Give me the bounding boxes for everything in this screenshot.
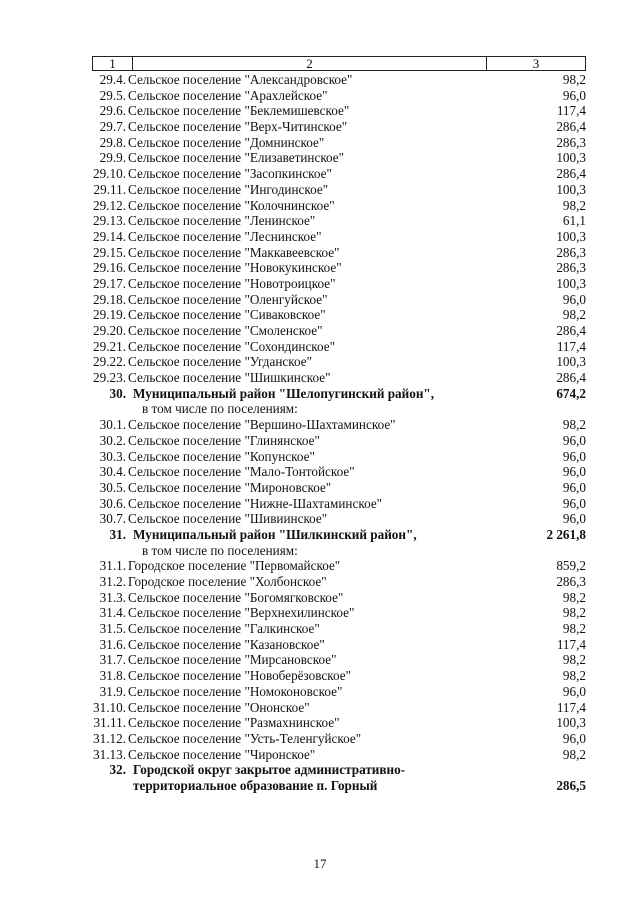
row-name: Сельское поселение "Маккавеевское": [128, 244, 340, 260]
row-value: 96,0: [562, 464, 586, 480]
row-number: 31.11.: [93, 715, 126, 731]
row-name: Сельское поселение "Копунское": [128, 448, 315, 464]
row-name: Муниципальный район "Шелопугинский район",: [133, 385, 435, 401]
row-name: Сельское поселение "Александровское": [128, 72, 353, 87]
column-header-1: 1: [93, 57, 133, 70]
row-name: Сельское поселение "Мало-Тонтойское": [128, 464, 355, 480]
row-name: Сельское поселение "Вершино-Шахтаминское": [128, 417, 396, 433]
table-row: [0, 590, 640, 606]
row-name: Сельское поселение "Чиронское": [128, 746, 316, 762]
row-name: Сельское поселение "Номоконовское": [128, 683, 343, 699]
row-name: Сельское поселение "Елизаветинское": [128, 150, 345, 166]
row-name: Городской округ закрытое административно-: [133, 762, 406, 778]
table-row: [0, 88, 640, 104]
row-number: 29.8.: [99, 134, 126, 150]
row-number: 29.7.: [99, 119, 126, 135]
row-value: 286,4: [556, 370, 586, 386]
row-value: 96,0: [562, 511, 586, 527]
column-header-3: 3: [532, 56, 540, 71]
row-number: 29.18.: [93, 291, 126, 307]
row-value: 100,3: [556, 181, 586, 197]
row-number: 29.22.: [93, 354, 126, 370]
table-row: [0, 464, 640, 480]
row-number: 30.5.: [99, 479, 126, 495]
row-name: Сельское поселение "Ингодинское": [128, 181, 329, 197]
table-row: [0, 605, 640, 621]
table-row: [0, 213, 640, 229]
row-name: в том числе по поселениям:: [142, 401, 298, 417]
table-row: [0, 574, 640, 590]
row-value: 96,0: [562, 479, 586, 495]
row-value: 98,2: [562, 307, 586, 323]
table-row: [0, 276, 640, 292]
row-name: Сельское поселение "Сиваковское": [128, 307, 326, 323]
row-value: 96,0: [562, 291, 586, 307]
row-number: 29.10.: [93, 166, 126, 182]
row-name: Сельское поселение "Новокукинское": [128, 260, 342, 276]
row-value: 100,3: [556, 354, 586, 370]
row-value: 286,5: [556, 777, 586, 793]
row-number: 31.7.: [99, 652, 126, 668]
row-number: 31.6.: [99, 636, 126, 652]
row-value: 96,0: [562, 432, 586, 448]
row-value: 674,2: [556, 385, 586, 401]
row-name: Сельское поселение "Шишкинское": [128, 370, 331, 386]
row-number: 30.1.: [99, 417, 126, 433]
row-value: 117,4: [556, 103, 586, 119]
row-number: 31.13.: [93, 746, 126, 762]
row-number: 29.9.: [99, 150, 126, 166]
table-row: [0, 417, 640, 433]
row-number: 30.7.: [99, 511, 126, 527]
row-number: 29.21.: [93, 338, 126, 354]
row-name: Сельское поселение "Леснинское": [128, 228, 322, 244]
row-name: Сельское поселение "Нижне-Шахтаминское": [128, 495, 383, 511]
table-row: [0, 433, 640, 449]
row-number: 31.8.: [99, 668, 126, 684]
row-number: 29.17.: [93, 275, 126, 291]
row-name: Сельское поселение "Размахнинское": [128, 715, 340, 731]
row-name: Муниципальный район "Шилкинский район",: [133, 526, 417, 542]
row-value: 98,2: [562, 197, 586, 213]
row-value: 98,2: [562, 746, 586, 762]
row-name: Сельское поселение "Угданское": [128, 354, 312, 370]
row-value: 286,3: [556, 574, 586, 589]
row-value: 98,2: [562, 589, 586, 605]
row-name: Сельское поселение "Сохондинское": [128, 338, 336, 354]
row-number: 30.3.: [99, 448, 126, 464]
table-row: [0, 480, 640, 496]
table-row: [0, 637, 640, 653]
table-row: [0, 401, 640, 417]
row-name: Городское поселение "Первомайское": [128, 558, 341, 574]
table-row: [0, 543, 640, 559]
table-row: [0, 292, 640, 308]
row-number: 29.20.: [93, 323, 126, 338]
row-number: 30.6.: [99, 495, 126, 511]
row-number: 29.16.: [93, 260, 126, 276]
row-value: 98,2: [562, 605, 586, 621]
row-number: 31.12.: [93, 730, 126, 746]
row-value: 286,3: [556, 260, 586, 276]
row-number: 30.: [109, 385, 126, 401]
row-value: 98,2: [562, 72, 586, 87]
table-row: [0, 245, 640, 261]
row-value: 98,2: [562, 668, 586, 684]
row-name: Сельское поселение "Колочнинское": [128, 197, 335, 213]
row-name: Сельское поселение "Домнинское": [128, 134, 325, 150]
table-row: [0, 527, 640, 543]
table-row: [0, 119, 640, 135]
row-name: Сельское поселение "Смоленское": [128, 323, 323, 338]
row-value: 98,2: [562, 621, 586, 637]
row-value: 100,3: [556, 228, 586, 244]
table-row: [0, 198, 640, 214]
row-value: 117,4: [556, 699, 586, 715]
row-value: 96,0: [562, 87, 586, 103]
row-value: 859,2: [556, 558, 586, 574]
table-row: [0, 778, 640, 794]
row-name: Сельское поселение "Усть-Теленгуйское": [128, 730, 362, 746]
table-row: [0, 684, 640, 700]
page-number: 17: [313, 856, 327, 871]
row-number: 29.15.: [93, 244, 126, 260]
table-row: [0, 307, 640, 323]
row-name: Сельское поселение "Ононское": [128, 699, 310, 715]
table-row: [0, 166, 640, 182]
table-row: [0, 496, 640, 512]
row-number: 31.3.: [99, 589, 126, 605]
row-value: 96,0: [562, 730, 586, 746]
row-number: 31.5.: [99, 621, 126, 637]
row-name: Сельское поселение "Арахлейское": [128, 87, 328, 103]
row-value: 286,4: [556, 166, 586, 182]
row-name: Сельское поселение "Беклемишевское": [128, 103, 350, 119]
row-name: Сельское поселение "Новоберёзовское": [128, 668, 351, 684]
row-name: Сельское поселение "Новотроицкое": [128, 275, 336, 291]
row-name: Сельское поселение "Глинянское": [128, 432, 320, 448]
row-name: Сельское поселение "Мироновское": [128, 479, 332, 495]
row-name: Сельское поселение "Засопкинское": [128, 166, 332, 182]
row-name: Сельское поселение "Галкинское": [128, 621, 320, 637]
row-value: 96,0: [562, 448, 586, 464]
row-value: 96,0: [562, 495, 586, 511]
row-value: 100,3: [556, 275, 586, 291]
row-number: 30.4.: [99, 464, 126, 480]
row-value: 96,0: [562, 683, 586, 699]
row-name: Сельское поселение "Мирсановское": [128, 652, 337, 668]
row-value: 117,4: [556, 338, 586, 354]
table-row: [0, 511, 640, 527]
row-number: 29.11.: [93, 181, 126, 197]
row-number: 29.6.: [99, 103, 126, 119]
row-number: 29.19.: [93, 307, 126, 323]
row-number: 32.: [109, 762, 126, 778]
table-row: [0, 449, 640, 465]
row-value: 98,2: [562, 652, 586, 668]
row-number: 31.4.: [99, 605, 126, 621]
row-number: 29.23.: [93, 370, 126, 386]
row-number: 29.12.: [93, 197, 126, 213]
table-row: [0, 731, 640, 747]
row-number: 29.5.: [99, 87, 126, 103]
table-row: [0, 668, 640, 684]
row-value: 100,3: [556, 715, 586, 731]
table-row: [0, 103, 640, 119]
row-value: 286,3: [556, 244, 586, 260]
row-number: 31.2.: [99, 574, 126, 589]
row-number: 29.13.: [93, 213, 126, 229]
row-name: Сельское поселение "Верхнехилинское": [128, 605, 355, 621]
row-value: 2 261,8: [546, 526, 586, 542]
table-row: [0, 229, 640, 245]
table-row: [0, 386, 640, 402]
row-value: 286,4: [556, 323, 586, 338]
row-value: 286,4: [556, 119, 586, 135]
table-row: [0, 354, 640, 370]
row-name: Сельское поселение "Верх-Читинское": [128, 119, 348, 135]
row-name: в том числе по поселениям:: [142, 542, 298, 558]
row-name: Сельское поселение "Шивиинское": [128, 511, 328, 527]
table-row: [0, 182, 640, 198]
row-number: 31.1.: [99, 558, 126, 574]
row-name: территориальное образование п. Горный: [133, 777, 378, 793]
table-row: [0, 370, 640, 386]
row-number: 30.2.: [99, 432, 126, 448]
column-header-row: [92, 56, 586, 71]
row-value: 98,2: [562, 417, 586, 433]
row-name: Сельское поселение "Ленинское": [128, 213, 316, 229]
row-number: 29.4.: [99, 72, 126, 87]
row-name: Городское поселение "Холбонское": [128, 574, 327, 589]
row-number: 31.: [109, 526, 126, 542]
table-row: [0, 150, 640, 166]
table-row: [0, 715, 640, 731]
table-row: [0, 323, 640, 339]
table-row: [0, 260, 640, 276]
table-row: [0, 700, 640, 716]
table-row: [0, 558, 640, 574]
row-name: Сельское поселение "Казановское": [128, 636, 325, 652]
table-row: [0, 747, 640, 763]
table-body: [0, 72, 640, 794]
row-value: 117,4: [556, 636, 586, 652]
row-value: 100,3: [556, 150, 586, 166]
table-row: [0, 135, 640, 151]
table-row: [0, 762, 640, 778]
table-row: [0, 72, 640, 88]
row-value: 61,1: [562, 213, 586, 229]
row-number: 29.14.: [93, 228, 126, 244]
row-number: 31.9.: [99, 683, 126, 699]
row-value: 286,3: [556, 134, 586, 150]
table-row: [0, 652, 640, 668]
row-number: 31.10.: [93, 699, 126, 715]
row-name: Сельское поселение "Оленгуйское": [128, 291, 328, 307]
column-header-2: 2: [133, 57, 487, 70]
table-row: [0, 621, 640, 637]
table-row: [0, 339, 640, 355]
row-name: Сельское поселение "Богомягковское": [128, 589, 344, 605]
